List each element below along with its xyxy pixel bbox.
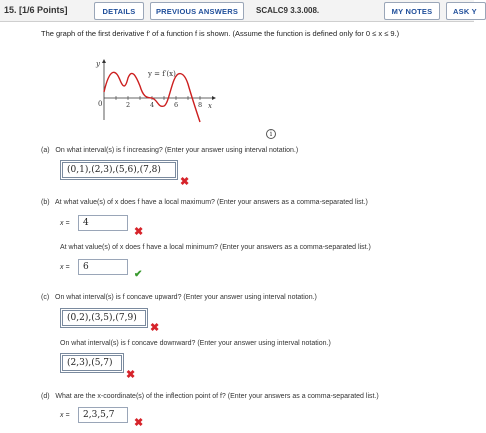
part-a-question: (a) On what interval(s) is f increasing? (Enter your answer using interval notation.) — [41, 147, 299, 154]
problem-source: SCALC9 3.3.008. — [256, 6, 320, 15]
part-d-wrong-icon: ✖ — [134, 417, 144, 429]
part-b-min-x-label: x = — [60, 264, 70, 271]
derivative-graph — [88, 56, 218, 126]
local-max-value: 4 — [83, 218, 89, 228]
part-d-x-label: x = — [60, 412, 70, 419]
info-icon[interactable]: i — [266, 129, 276, 139]
ask-your-teacher-button[interactable]: ASK Y — [446, 2, 486, 20]
part-a-wrong-icon: ✖ — [180, 176, 190, 188]
y-axis-arrow — [102, 59, 106, 63]
part-b-question: (b) At what value(s) of x does f have a local maximum? (Enter your answers as a comma-separated list.) — [41, 199, 368, 206]
x-axis-arrow — [212, 96, 216, 100]
part-c-question: (c) On what interval(s) is f concave upward? (Enter your answer using interval notation.) — [41, 294, 317, 301]
concave-down-wrong-icon: ✖ — [126, 369, 136, 381]
problem-statement: The graph of the first derivative f′ of a function f is shown. (Assume the function is defined only for 0 ≤ x ≤ 9.) — [41, 29, 400, 38]
part-b-min-question: At what value(s) of x does f have a local minimum? (Enter your answers as a comma-separated list.) — [60, 244, 371, 251]
part-b-min-correct-icon: ✔ — [134, 269, 143, 280]
tick-label-8: 8 — [198, 101, 203, 109]
part-d-question: (d) What are the x-coordinate(s) of the inflection point of f? (Enter your answers as a comma-separated list.) — [41, 393, 379, 400]
previous-answers-button[interactable]: PREVIOUS ANSWERS — [150, 2, 244, 20]
question-header — [0, 0, 477, 22]
curve-label: y = f′(x) — [148, 70, 176, 78]
my-notes-button[interactable]: MY NOTES — [384, 2, 440, 20]
inflection-points-input[interactable] — [78, 407, 128, 423]
part-b-x-label: x = — [60, 220, 70, 227]
x-axis-label: x — [208, 102, 212, 110]
y-axis-label: y — [96, 60, 100, 68]
tick-label-2: 2 — [126, 101, 131, 109]
question-number-points: 15. [1/6 Points] — [4, 5, 68, 15]
concave-up-answer-box[interactable]: (0,2),(3,5),(7,9) — [60, 308, 148, 328]
concave-up-wrong-icon: ✖ — [150, 322, 160, 334]
inflection-points-value: 2,3,5,7 — [83, 410, 115, 420]
local-min-input[interactable] — [78, 259, 128, 275]
local-min-value: 6 — [83, 262, 89, 272]
local-max-input[interactable] — [78, 215, 128, 231]
tick-label-6: 6 — [174, 101, 179, 109]
tick-label-4: 4 — [150, 101, 155, 109]
concave-down-question: On what interval(s) is f concave downward? (Enter your answer using interval notation.) — [60, 340, 331, 347]
concave-down-answer-box[interactable]: (2,3),(5,7) — [60, 353, 124, 373]
part-b-max-wrong-icon: ✖ — [134, 226, 144, 238]
part-a-answer-box[interactable]: (0,1),(2,3),(5,6),(7,8) — [60, 160, 178, 180]
details-button[interactable]: DETAILS — [94, 2, 144, 20]
origin-label: 0 — [98, 100, 103, 108]
